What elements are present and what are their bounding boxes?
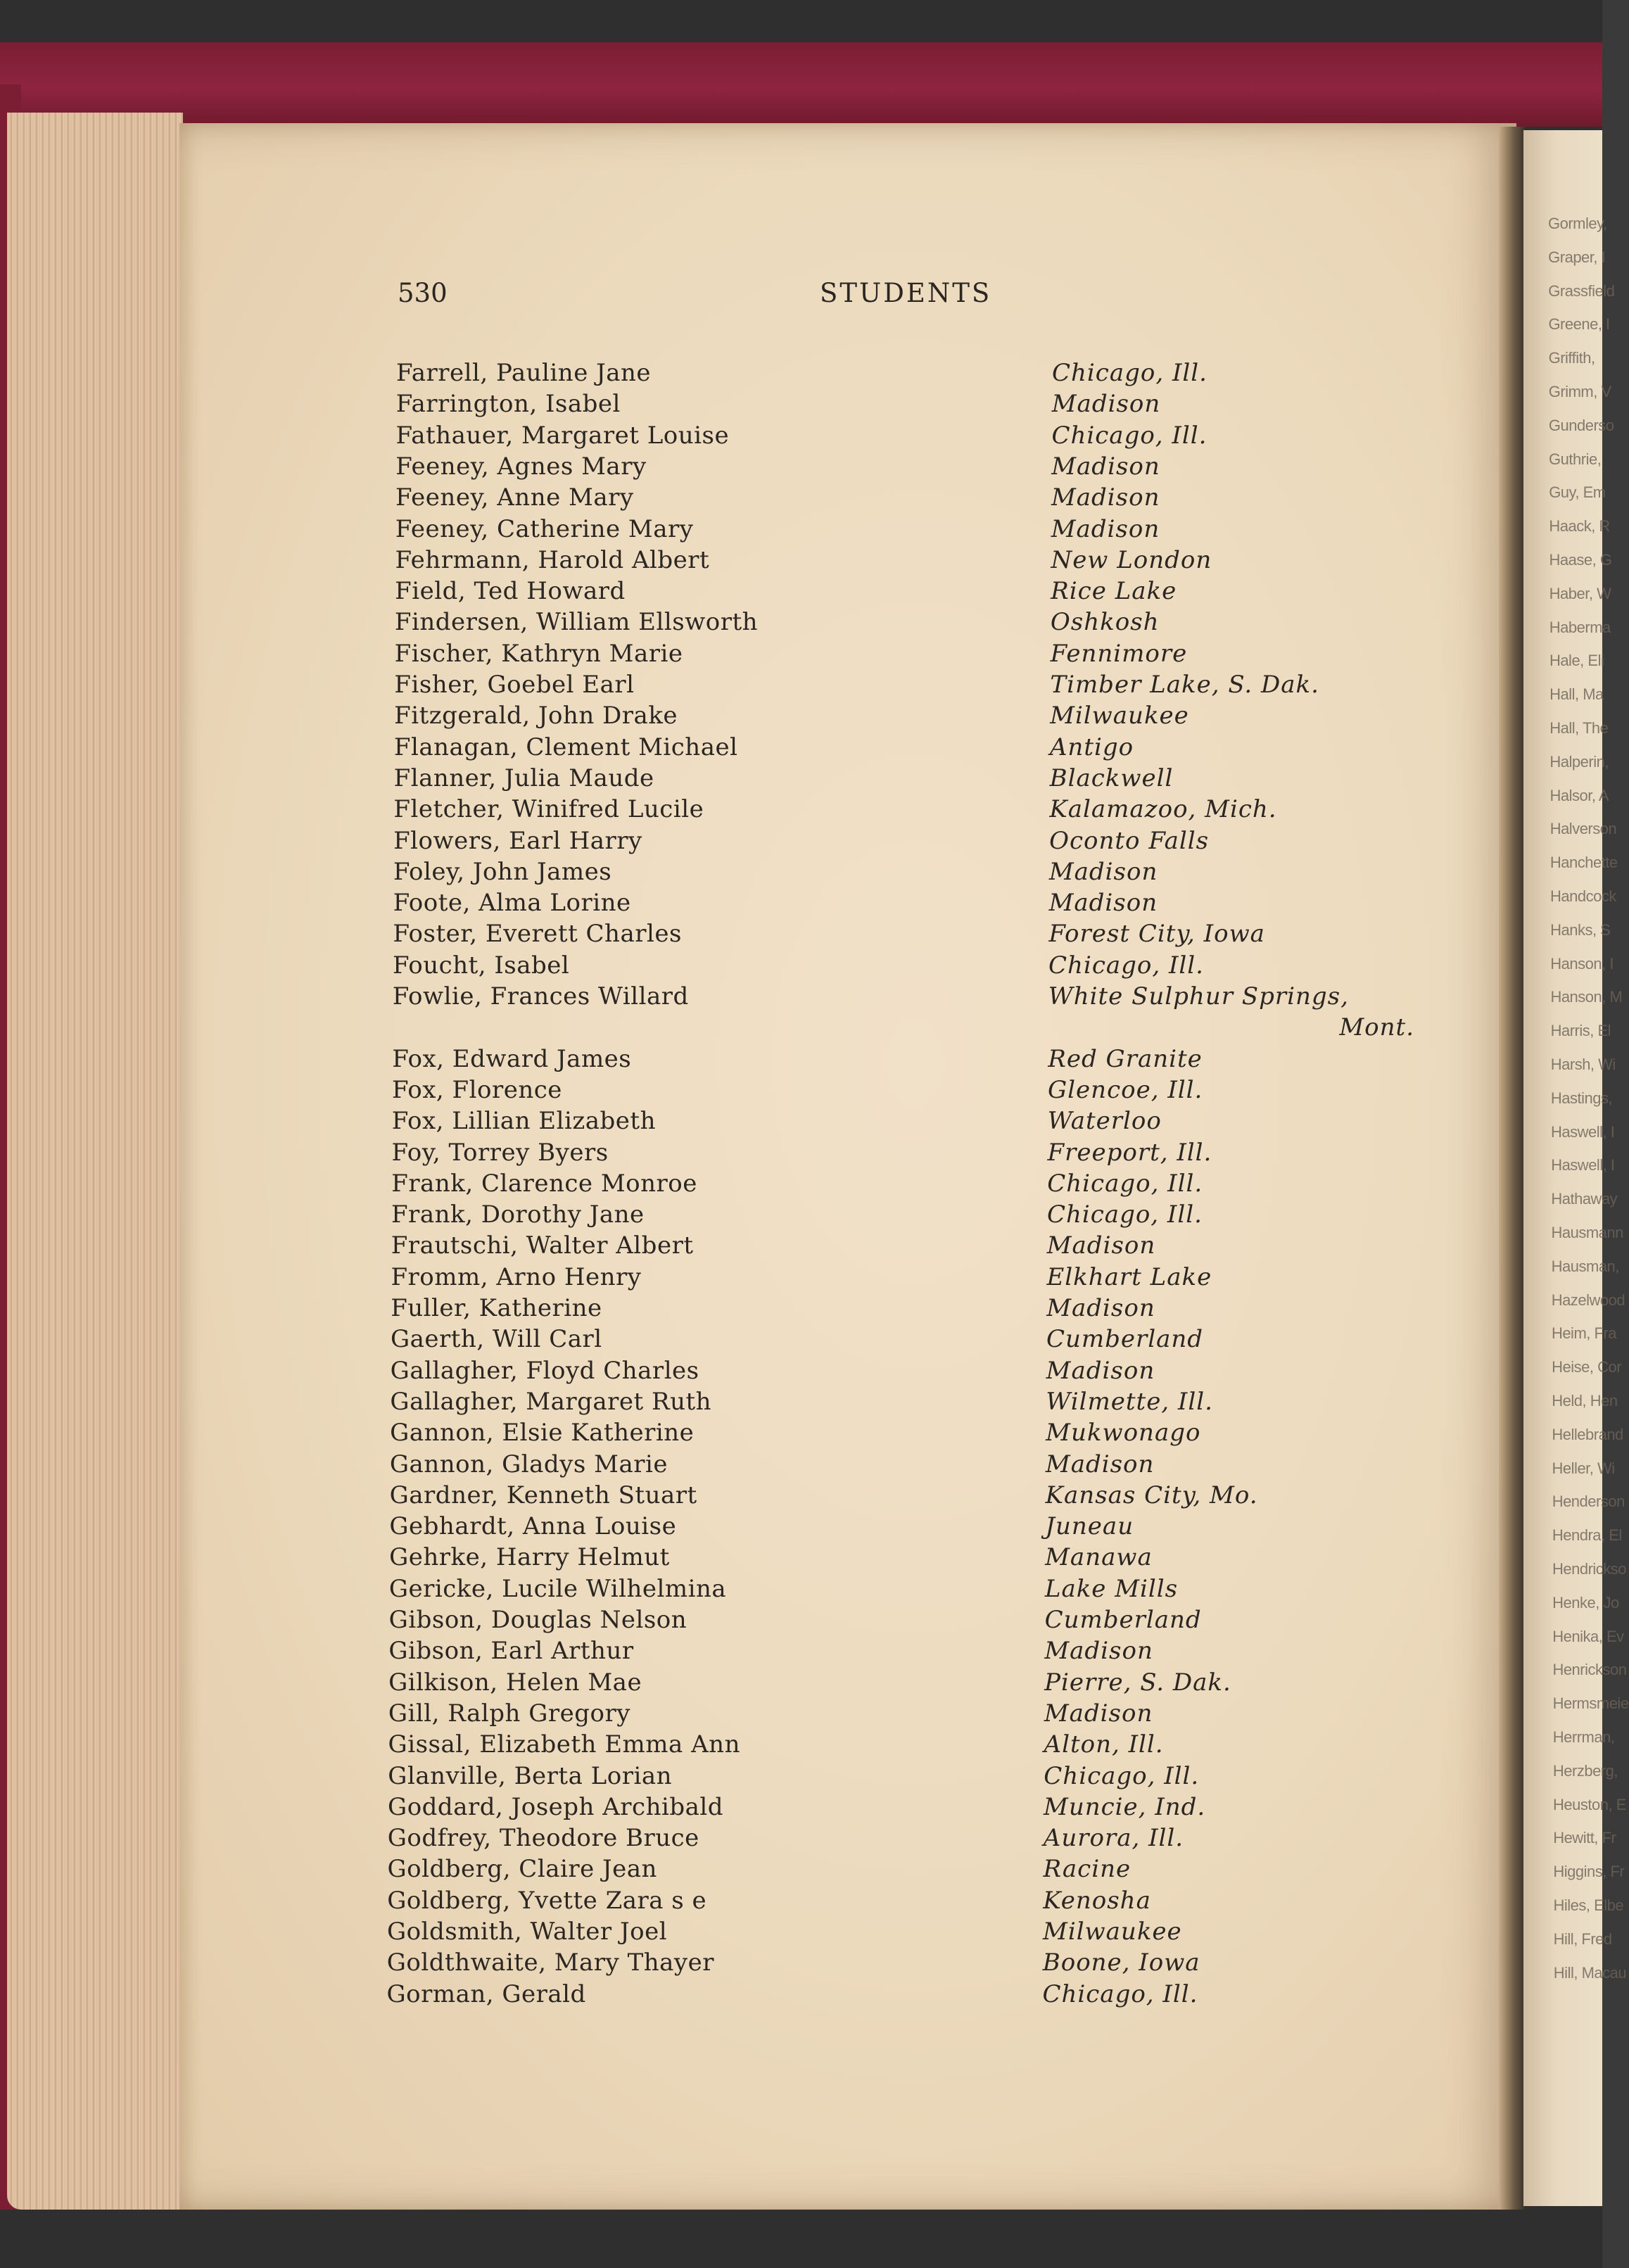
facing-page-text: Hale, Eli xyxy=(1549,652,1604,670)
student-hometown: Glencoe, Ill. xyxy=(1048,1075,1203,1104)
facing-page-text: Henderson xyxy=(1552,1493,1625,1511)
student-name: Gaerth, Will Carl xyxy=(390,1325,602,1354)
facing-page-text: Hausman, xyxy=(1551,1257,1619,1275)
list-item xyxy=(391,1293,1425,1324)
facing-page-text: Hanson, M xyxy=(1550,988,1623,1006)
facing-page-text: Hill, Macau xyxy=(1553,1963,1627,1982)
facing-page-text: Hewitt, Fr xyxy=(1553,1829,1616,1847)
facing-page-text: Halsor, A xyxy=(1549,786,1609,804)
list-item xyxy=(391,1324,1425,1355)
facing-page-text: Hastings, xyxy=(1550,1089,1613,1107)
student-name: Gallagher, Floyd Charles xyxy=(390,1356,699,1385)
student-hometown: Rice Lake xyxy=(1051,577,1177,606)
student-hometown: Chicago, Ill. xyxy=(1051,421,1208,450)
list-item xyxy=(391,1199,1426,1230)
student-name: Fowlie, Frances Willard xyxy=(392,982,689,1011)
list-item xyxy=(389,1604,1424,1635)
facing-page-text: Henke, Jo xyxy=(1552,1593,1619,1611)
facing-page-text: Hathaway xyxy=(1551,1190,1618,1208)
student-name: Feeney, Catherine Mary xyxy=(395,514,694,543)
list-item xyxy=(390,1480,1424,1511)
facing-page-text: Haase, G xyxy=(1549,551,1612,569)
student-hometown: Cumberland xyxy=(1046,1325,1204,1354)
facing-page-text: Gunderso xyxy=(1548,416,1614,434)
facing-page-text: Hanks, S xyxy=(1550,920,1611,939)
list-item xyxy=(389,1542,1424,1573)
student-name: Feeney, Anne Mary xyxy=(395,483,634,512)
list-item xyxy=(394,700,1428,731)
student-hometown: Mukwonago xyxy=(1046,1419,1201,1447)
student-hometown: Pierre, S. Dak. xyxy=(1044,1668,1231,1697)
list-item xyxy=(395,514,1430,545)
list-item xyxy=(394,763,1428,794)
student-hometown: Madison xyxy=(1044,1637,1153,1666)
student-name: Gardner, Kenneth Stuart xyxy=(389,1481,697,1509)
student-name: Fitzgerald, John Drake xyxy=(394,702,678,730)
facing-page-text: Hanson, I xyxy=(1550,954,1614,973)
student-hometown: Madison xyxy=(1048,857,1158,886)
list-item xyxy=(388,1761,1422,1792)
student-name: Gallagher, Margaret Ruth xyxy=(390,1387,712,1416)
list-item xyxy=(395,576,1429,607)
list-item xyxy=(395,545,1429,576)
student-name: Foucht, Isabel xyxy=(393,951,570,980)
student-name: Gorman, Gerald xyxy=(386,1979,586,2008)
list-item xyxy=(393,825,1428,856)
list-item xyxy=(395,482,1430,513)
student-hometown: White Sulphur Springs, xyxy=(1048,982,1349,1011)
facing-page-text: Henrickson xyxy=(1552,1661,1627,1679)
student-name: Goldsmith, Walter Joel xyxy=(387,1918,668,1946)
facing-page-text: Hanchette xyxy=(1549,854,1618,872)
page-number: 530 xyxy=(398,278,448,308)
student-name: Flanner, Julia Maude xyxy=(393,764,654,792)
facing-page-text: Hausmann xyxy=(1551,1224,1623,1241)
student-name: Fox, Florence xyxy=(392,1075,562,1104)
list-item xyxy=(395,451,1430,482)
student-name: Gilkison, Helen Mae xyxy=(388,1668,642,1697)
facing-page-text: Herrman, xyxy=(1552,1728,1615,1746)
facing-page-text: Hendrickso xyxy=(1552,1560,1627,1578)
list-item xyxy=(389,1573,1424,1604)
page-title: STUDENTS xyxy=(820,278,992,308)
list-item xyxy=(386,1979,1421,2010)
page-stack-edges xyxy=(7,113,183,2210)
student-hometown: Milwaukee xyxy=(1050,702,1189,730)
student-hometown: Alton, Ill. xyxy=(1044,1730,1164,1759)
student-name: Frautschi, Walter Albert xyxy=(391,1231,694,1260)
student-name: Flanagan, Clement Michael xyxy=(393,733,738,761)
facing-page-text: Grimm, V xyxy=(1548,383,1611,400)
facing-page-text: Haack, R xyxy=(1549,517,1610,536)
list-item xyxy=(387,1947,1421,1978)
student-name: Farrington, Isabel xyxy=(395,390,621,419)
facing-page-text: Haswell, I xyxy=(1551,1122,1615,1141)
facing-page-text: Heller, Wi xyxy=(1552,1459,1615,1477)
student-name: Gericke, Lucile Wilhelmina xyxy=(388,1574,727,1603)
student-hometown: Madison xyxy=(1048,889,1158,918)
facing-page-text: Haberma xyxy=(1549,618,1611,636)
facing-page-text: Herzberg, xyxy=(1552,1761,1618,1780)
student-name: Foy, Torrey Byers xyxy=(391,1138,609,1167)
list-item xyxy=(394,732,1428,763)
list-item xyxy=(395,420,1430,451)
facing-page-text: Gormley, xyxy=(1548,215,1607,232)
student-hometown: Madison xyxy=(1045,1450,1155,1478)
facing-page-text: Griffith, xyxy=(1548,349,1595,367)
student-hometown: Timber Lake, S. Dak. xyxy=(1050,671,1319,699)
student-name: Frank, Clarence Monroe xyxy=(391,1169,697,1198)
book-gutter xyxy=(1499,127,1527,2210)
student-hometown: Chicago, Ill. xyxy=(1042,1979,1198,2008)
student-name: Frank, Dorothy Jane xyxy=(391,1200,645,1229)
student-name: Gannon, Elsie Katherine xyxy=(390,1419,695,1447)
facing-page-text: Grassfield xyxy=(1548,281,1615,300)
student-name: Farrell, Pauline Jane xyxy=(396,359,652,387)
student-name: Goddard, Joseph Archibald xyxy=(388,1792,724,1821)
student-hometown: Fennimore xyxy=(1050,639,1188,668)
student-hometown: New London xyxy=(1051,545,1212,574)
facing-page-text: Harris, El xyxy=(1550,1022,1611,1040)
facing-page-text: Haber, W xyxy=(1549,584,1611,602)
student-name: Fischer, Kathryn Marie xyxy=(394,639,683,668)
student-name: Fisher, Goebel Earl xyxy=(394,671,635,699)
facing-page-text: Hendra, El xyxy=(1552,1526,1622,1545)
student-name: Findersen, William Ellsworth xyxy=(394,608,759,637)
facing-page-text: Hermsmeie xyxy=(1552,1694,1629,1713)
list-item xyxy=(388,1667,1423,1698)
facing-page-text: Handcock xyxy=(1550,887,1616,905)
list-item xyxy=(393,856,1428,887)
student-name: Gannon, Gladys Marie xyxy=(389,1450,668,1478)
facing-page-text: Held, Hen xyxy=(1552,1392,1618,1409)
list-item xyxy=(388,1635,1423,1666)
facing-page-text: Greene, I xyxy=(1548,315,1610,334)
student-hometown: Antigo xyxy=(1049,733,1134,761)
list-item xyxy=(394,669,1428,700)
list-item xyxy=(390,1449,1424,1480)
student-hometown: Elkhart Lake xyxy=(1046,1262,1212,1291)
student-name: Flowers, Earl Harry xyxy=(393,826,642,855)
list-item xyxy=(392,1044,1426,1075)
list-item xyxy=(390,1386,1424,1417)
facing-page-text: Heuston, E xyxy=(1553,1795,1626,1813)
student-name: Fox, Lillian Elizabeth xyxy=(391,1107,656,1136)
student-name: Gibson, Douglas Nelson xyxy=(388,1606,687,1634)
list-item xyxy=(388,1854,1422,1884)
list-item xyxy=(393,981,1427,1012)
student-name: Foley, John James xyxy=(393,857,612,886)
student-name: Gehrke, Harry Helmut xyxy=(389,1543,670,1572)
list-item xyxy=(387,1916,1421,1947)
student-hometown: Milwaukee xyxy=(1043,1918,1182,1946)
list-item xyxy=(393,950,1427,981)
facing-page-text: Higgins, Fr xyxy=(1553,1863,1625,1881)
student-hometown: Forest City, Iowa xyxy=(1048,920,1265,949)
student-name: Gissal, Elizabeth Emma Ann xyxy=(388,1730,740,1759)
list-item xyxy=(391,1355,1425,1386)
facing-page-text: Halperin, xyxy=(1549,752,1609,771)
student-hometown: Chicago, Ill. xyxy=(1047,1169,1203,1198)
student-name: Goldberg, Claire Jean xyxy=(387,1855,657,1884)
student-hometown: Madison xyxy=(1046,1294,1155,1322)
student-name: Field, Ted Howard xyxy=(395,577,626,606)
list-item xyxy=(396,357,1431,388)
student-name: Fletcher, Winifred Lucile xyxy=(393,795,704,824)
student-hometown: Chicago, Ill. xyxy=(1048,951,1204,980)
list-item xyxy=(393,887,1428,918)
book-cover-edge xyxy=(0,42,1602,127)
student-hometown: Madison xyxy=(1046,1231,1156,1260)
student-name: Gill, Ralph Gregory xyxy=(388,1699,630,1728)
list-item xyxy=(391,1168,1426,1199)
student-name: Godfrey, Theodore Bruce xyxy=(387,1824,699,1853)
student-hometown: Madison xyxy=(1051,390,1161,419)
list-item xyxy=(389,1511,1424,1542)
facing-page-text: Heise, Cor xyxy=(1552,1358,1622,1376)
facing-page-text: Harsh, Wi xyxy=(1550,1056,1616,1073)
list-item xyxy=(387,1885,1421,1916)
facing-page-text: Heim, Fra xyxy=(1551,1324,1616,1343)
student-name: Goldberg, Yvette Zara s e xyxy=(387,1886,707,1915)
facing-page-text: Hall, Ma xyxy=(1549,685,1604,704)
facing-page-text: Hellebrand xyxy=(1552,1425,1623,1443)
list-item xyxy=(390,1417,1424,1448)
facing-page-text: Hiles, Elbe xyxy=(1553,1896,1624,1914)
student-hometown: Oconto Falls xyxy=(1049,826,1210,855)
facing-page-text: Guthrie, xyxy=(1549,450,1602,468)
student-hometown: Chicago, Ill. xyxy=(1046,1200,1203,1229)
list-item xyxy=(391,1230,1426,1261)
list-item xyxy=(395,607,1429,638)
student-name: Gebhardt, Anna Louise xyxy=(389,1512,677,1541)
student-name: Fehrmann, Harold Albert xyxy=(395,545,710,574)
student-hometown: Chicago, Ill. xyxy=(1052,359,1208,387)
student-name: Fox, Edward James xyxy=(392,1044,632,1073)
student-name: Fromm, Arno Henry xyxy=(391,1262,642,1291)
student-hometown: Oshkosh xyxy=(1050,608,1160,637)
facing-page-text: Hill, Fred xyxy=(1553,1930,1612,1948)
student-hometown: Kenosha xyxy=(1043,1886,1151,1915)
student-hometown: Juneau xyxy=(1045,1512,1134,1541)
student-name: Glanville, Berta Lorian xyxy=(388,1761,673,1790)
student-hometown: Racine xyxy=(1043,1855,1132,1884)
list-item xyxy=(392,1075,1426,1106)
student-hometown: Madison xyxy=(1044,1699,1153,1728)
student-hometown: Red Granite xyxy=(1048,1044,1203,1073)
list-item xyxy=(388,1729,1423,1760)
student-hometown: Lake Mills xyxy=(1044,1574,1179,1603)
facing-page-text: Halverson xyxy=(1549,820,1617,838)
facing-page-text: Haswell, I xyxy=(1551,1156,1615,1174)
student-hometown: Boone, Iowa xyxy=(1042,1949,1200,1977)
list-item xyxy=(393,794,1428,825)
facing-page-text: Henika, Ev xyxy=(1552,1627,1624,1645)
student-hometown: Cumberland xyxy=(1044,1606,1202,1634)
list-item xyxy=(395,638,1429,669)
facing-page-text: Guy, Em xyxy=(1549,483,1606,502)
list-item xyxy=(388,1823,1422,1854)
hometown-continuation: Mont. xyxy=(1339,1013,1414,1042)
student-hometown: Aurora, Ill. xyxy=(1043,1824,1184,1853)
list-item xyxy=(392,1106,1426,1136)
student-name: Fathauer, Margaret Louise xyxy=(395,421,730,450)
student-name: Gibson, Earl Arthur xyxy=(388,1637,634,1666)
student-hometown: Madison xyxy=(1051,514,1160,543)
student-hometown: Madison xyxy=(1046,1356,1155,1385)
facing-page-fragment xyxy=(1523,130,1629,2206)
student-name: Feeney, Agnes Mary xyxy=(395,452,647,481)
student-hometown: Madison xyxy=(1051,483,1160,512)
student-hometown: Kalamazoo, Mich. xyxy=(1049,795,1277,824)
list-item xyxy=(388,1698,1423,1729)
student-hometown: Freeport, Ill. xyxy=(1047,1138,1212,1167)
student-hometown: Blackwell xyxy=(1049,764,1174,792)
facing-page-text: Hazelwood xyxy=(1551,1291,1625,1309)
student-name: Foote, Alma Lorine xyxy=(393,889,631,918)
student-hometown: Madison xyxy=(1051,452,1160,481)
student-name: Goldthwaite, Mary Thayer xyxy=(386,1949,714,1977)
list-item xyxy=(396,388,1431,419)
student-hometown: Chicago, Ill. xyxy=(1044,1761,1200,1790)
list-item xyxy=(393,918,1427,949)
list-item xyxy=(388,1792,1422,1823)
facing-page-text: Hall, The xyxy=(1549,719,1609,737)
facing-page-text: Graper, I xyxy=(1548,248,1606,266)
student-hometown: Muncie, Ind. xyxy=(1044,1792,1206,1821)
student-hometown: Wilmette, Ill. xyxy=(1046,1387,1213,1416)
student-hometown: Kansas City, Mo. xyxy=(1045,1481,1258,1509)
student-hometown: Waterloo xyxy=(1047,1107,1162,1136)
student-name: Fuller, Katherine xyxy=(391,1294,602,1322)
student-hometown: Manawa xyxy=(1045,1543,1153,1572)
list-item xyxy=(391,1262,1425,1293)
student-name: Foster, Everett Charles xyxy=(393,920,682,949)
list-item xyxy=(392,1137,1426,1168)
